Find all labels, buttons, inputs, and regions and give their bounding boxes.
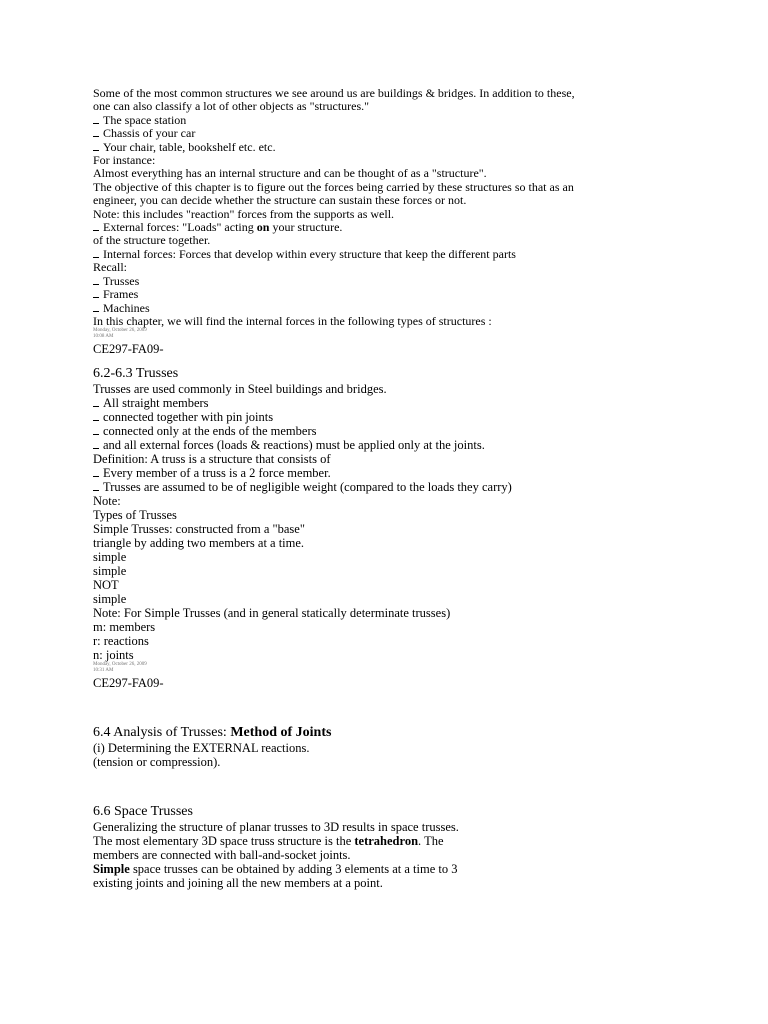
section-heading: 6.2-6.3 Trusses [93,366,179,382]
text-line: Almost everything has an internal structure and can be thought of as a "structure". [93,166,487,181]
document-page [93,87,713,890]
text-line: engineer, you can decide whether the structure can sustain these forces or not. [93,193,467,208]
bullet-mark [93,467,99,477]
text-line: Recall: [93,260,127,275]
text-line: one can also classify a lot of other objects as "structures." [93,99,370,114]
list-item: Trusses are assumed to be of negligible weight (compared to the loads they carry) [93,480,713,494]
text-line: Generalizing the structure of planar trusses to 3D results in space trusses. [93,820,459,835]
bullet-mark [93,288,99,298]
text-line: of the structure together. [93,233,211,248]
timestamp-time: 10:31 AM [93,668,114,674]
section-intro [93,87,713,356]
timestamp-date: Monday, October 26, 2009 [93,662,147,668]
bullet-mark [93,275,99,285]
bullet-mark [93,141,99,151]
text-line: Note: this includes "reaction" forces from the supports as well. [93,206,395,221]
text-line: Trusses are used commonly in Steel buildings and bridges. [93,382,387,397]
section-heading: 6.6 Space Trusses [93,804,193,820]
list-item: connected together with pin joints [93,410,713,424]
list-item: The space station [93,114,713,127]
list-item: Internal forces: Forces that develop within every structure that keep the different parts [93,248,713,261]
list-item: and all external forces (loads & reactions) must be applied only at the joints. [93,438,713,452]
text-line: r: reactions [93,634,149,649]
list-item: All straight members [93,396,713,410]
section-trusses [93,366,713,690]
text-line: m: members [93,620,156,635]
bullet-mark [93,439,99,449]
text-line: NOT [93,578,119,593]
bullet-mark [93,481,99,491]
list-item: Trusses [93,275,713,288]
section-method-of-joints [93,725,713,769]
text-line: Types of Trusses [93,508,177,523]
list-item: Your chair, table, bookshelf etc. etc. [93,141,713,154]
section-space-trusses [93,804,713,890]
text-line: n: joints [93,648,134,663]
list-item: Machines [93,302,713,315]
section-heading: 6.4 Analysis of Trusses: Method of Joints [93,725,332,741]
list-item: Every member of a truss is a 2 force member. [93,466,713,480]
text-line: Note: For Simple Trusses (and in general statically determinate trusses) [93,606,451,621]
page-footer: CE297-FA09- [93,342,164,357]
bullet-mark [93,397,99,407]
bullet-mark [93,248,99,258]
text-line: simple [93,564,127,579]
bullet-mark [93,411,99,421]
text-line: The most elementary 3D space truss structure is the tetrahedron. The [93,834,444,849]
bullet-mark [93,302,99,312]
text-line: (tension or compression). [93,755,221,770]
text-line: For instance: [93,153,156,168]
text-line: simple [93,592,127,607]
text-line: Simple Trusses: constructed from a "base" [93,522,305,537]
text-line: simple [93,550,127,565]
text-line: existing joints and joining all the new members at a point. [93,876,383,891]
text-line: Definition: A truss is a structure that consists of [93,452,331,467]
text-line: (i) Determining the EXTERNAL reactions. [93,741,310,756]
text-line: Simple space trusses can be obtained by adding 3 elements at a time to 3 [93,862,458,877]
text-line: The objective of this chapter is to figure out the forces being carried by these structures so that as an [93,179,574,194]
list-item: connected only at the ends of the members [93,424,713,438]
page-footer: CE297-FA09- [93,676,164,691]
bullet-mark [93,425,99,435]
timestamp-date: Monday, October 26, 2009 [93,328,147,334]
list-item: Chassis of your car [93,127,713,140]
text-line: In this chapter, we will find the internal forces in the following types of structures : [93,313,492,328]
text-line: triangle by adding two members at a time. [93,536,305,551]
text-line: Note: [93,494,121,509]
bullet-mark [93,127,99,137]
bullet-mark [93,114,99,124]
timestamp-time: 10:08 AM [93,334,114,340]
text-line: members are connected with ball-and-socket joints. [93,848,351,863]
list-item: Frames [93,288,713,301]
list-item: External forces: "Loads" acting on your structure. [93,221,713,234]
bullet-mark [93,221,99,231]
text-line: Some of the most common structures we see around us are buildings & bridges. In addition to these, [93,86,575,100]
